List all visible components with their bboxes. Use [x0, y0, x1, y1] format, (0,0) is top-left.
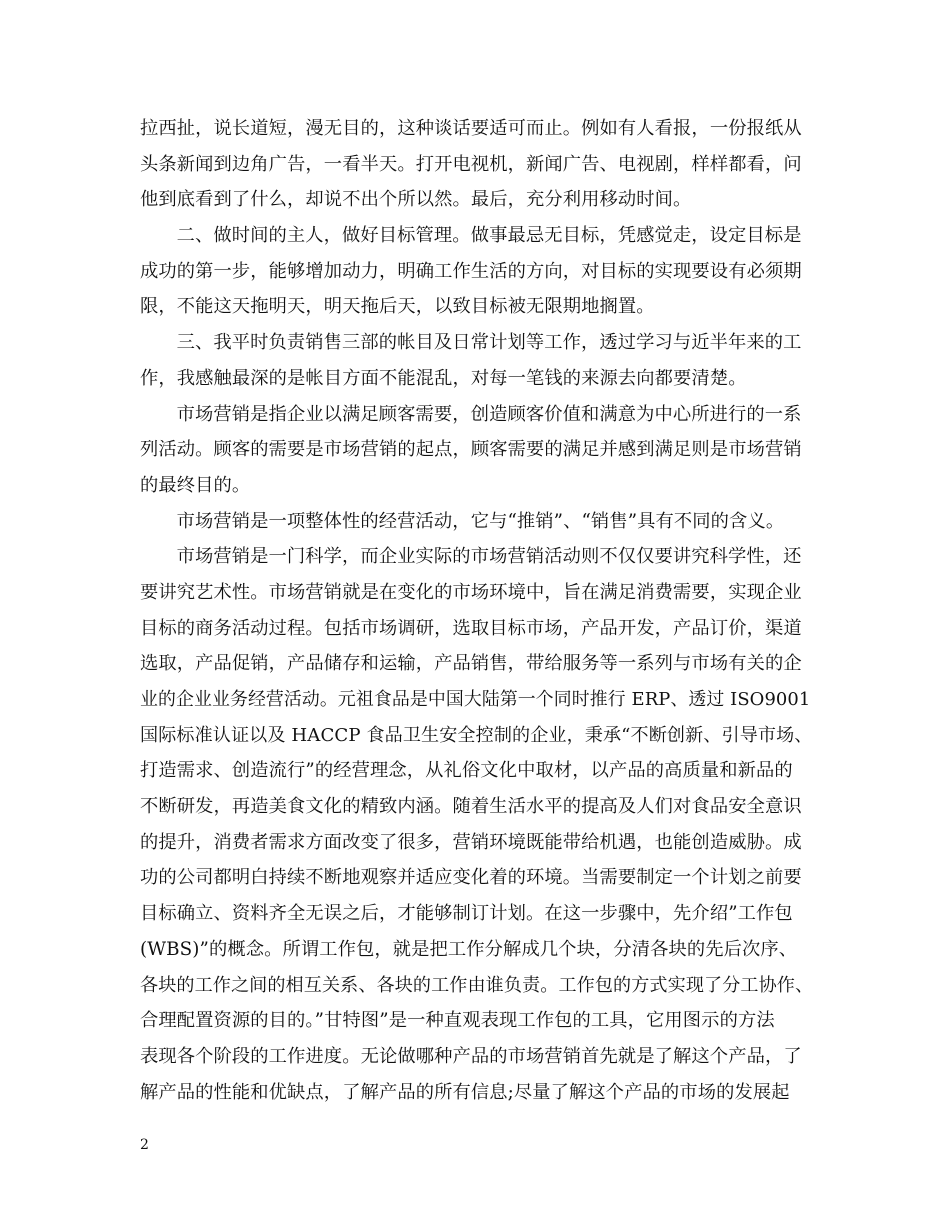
- text-line: 的最终目的。: [140, 474, 251, 496]
- text-line: 要讲究艺术性。市场营销就是在变化的市场环境中，旨在满足消费需要，实现企业: [140, 581, 802, 603]
- text-line: 打造需求、创造流行”的经营理念，从礼俗文化中取材，以产品的高质量和新品的: [140, 760, 793, 782]
- text-line: 头条新闻到边角广告，一看半天。打开电视机，新闻广告、电视剧，样样都看，问: [140, 153, 802, 175]
- text-line: 合理配置资源的目的。”甘特图”是一种直观表现工作包的工具，它用图示的方法: [140, 1010, 775, 1032]
- text-line: 三、我平时负责销售三部的帐目及日常计划等工作，透过学习与近半年来的工: [176, 332, 802, 354]
- text-line: 市场营销是一项整体性的经营活动，它与“推销”、“销售”具有不同的含义。: [176, 510, 785, 532]
- text-line: 目标的商务活动过程。包括市场调研，选取目标市场，产品开发，产品订价，渠道: [140, 617, 802, 639]
- text-line: 不断研发，再造美食文化的精致内涵。随着生活水平的提高及人们对食品安全意识: [140, 796, 802, 818]
- body-text: [140, 111, 815, 1110]
- text-line: 解产品的性能和优缺点，了解产品的所有信息;尽量了解这个产品的市场的发展起: [140, 1081, 790, 1103]
- text-line: 二、做时间的主人，做好目标管理。做事最忌无目标，凭感觉走，设定目标是: [176, 225, 802, 247]
- text-line: 业的企业业务经营活动。元祖食品是中国大陆第一个同时推行 ERP、透过 ISO9001: [140, 689, 811, 710]
- text-line: 作，我感触最深的是帐目方面不能混乱，对每一笔钱的来源去向都要清楚。: [140, 367, 747, 389]
- text-line: 拉西扯，说长道短，漫无目的，这种谈话要适可而止。例如有人看报，一份报纸从: [140, 118, 802, 139]
- text-line: 国际标准认证以及 HACCP 食品卫生安全控制的企业，秉承“不断创新、引导市场、: [140, 724, 813, 746]
- text-line: 成功的第一步，能够增加动力，明确工作生活的方向，对目标的实现要设有必须期: [140, 260, 802, 282]
- text-line: 市场营销是一门科学，而企业实际的市场营销活动则不仅仅要讲究科学性，还: [176, 546, 802, 568]
- text-line: 他到底看到了什么，却说不出个所以然。最后，充分利用移动时间。: [140, 189, 692, 211]
- text-line: 目标确立、资料齐全无误之后，才能够制订计划。在这一步骤中，先介绍”工作包: [140, 903, 793, 925]
- page-number: 2: [140, 1137, 149, 1153]
- text-line: 市场营销是指企业以满足顾客需要，创造顾客价值和满意为中心所进行的一系: [176, 403, 802, 425]
- text-line: 选取，产品促销，产品储存和运输，产品销售，带给服务等一系列与市场有关的企: [140, 653, 802, 675]
- text-line: 的提升，消费者需求方面改变了很多，营销环境既能带给机遇，也能创造威胁。成: [140, 831, 802, 853]
- text-line: (WBS)”的概念。所谓工作包，就是把工作分解成几个块，分清各块的先后次序、: [140, 938, 798, 960]
- text-line: 限，不能这天拖明天，明天拖后天，以致目标被无限期地搁置。: [140, 296, 655, 318]
- text-line: 列活动。顾客的需要是市场营销的起点，顾客需要的满足并感到满足则是市场营销: [140, 439, 802, 461]
- text-line: 表现各个阶段的工作进度。无论做哪种产品的市场营销首先就是了解这个产品，了: [140, 1045, 802, 1067]
- text-line: 各块的工作之间的相互关系、各块的工作由谁负责。工作包的方式实现了分工协作、: [140, 974, 814, 996]
- text-line: 功的公司都明白持续不断地观察并适应变化着的环境。当需要制定一个计划之前要: [140, 867, 802, 889]
